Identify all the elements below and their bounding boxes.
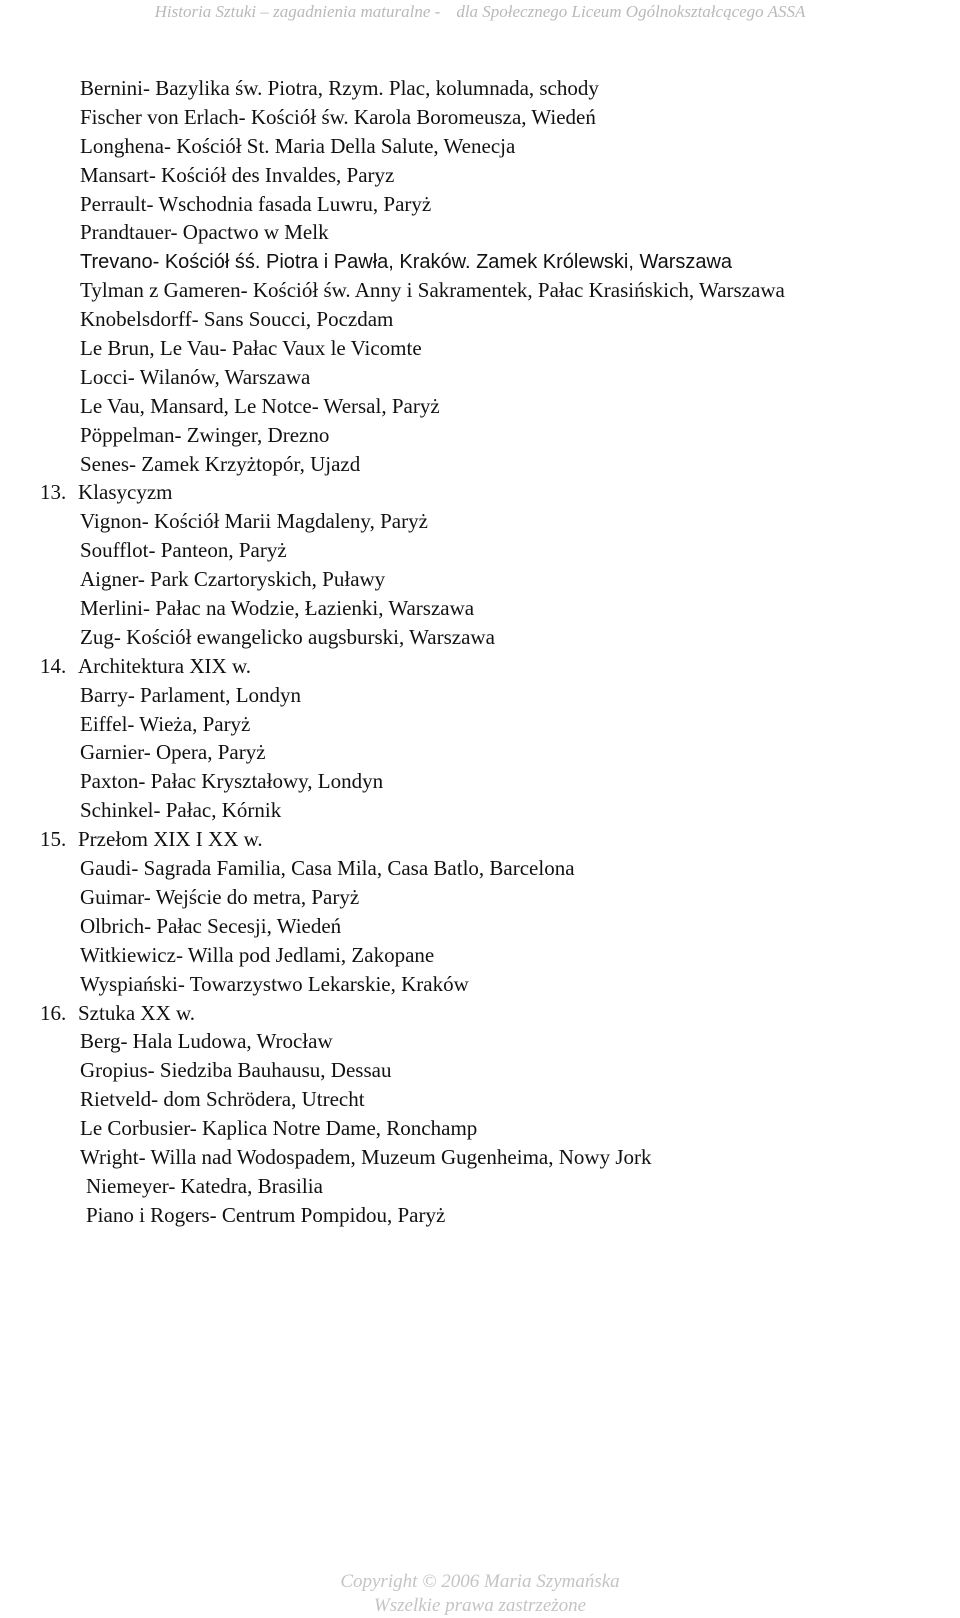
- section-number: 13.: [40, 480, 67, 505]
- list-item-text: Fischer von Erlach- Kościół św. Karola Boromeusza, Wiedeń: [80, 104, 596, 129]
- list-item: [40, 970, 940, 999]
- list-item-text: Garnier- Opera, Paryż: [80, 740, 266, 765]
- list-item: [40, 681, 940, 710]
- section-number: 16.: [40, 1000, 67, 1025]
- list-item: [40, 738, 940, 767]
- list-item-text: Le Corbusier- Kaplica Notre Dame, Ronchamp: [80, 1116, 478, 1141]
- list-item-text: Gropius- Siedziba Bauhausu, Dessau: [80, 1058, 392, 1083]
- list-item: [40, 536, 940, 565]
- page-footer: [0, 1570, 960, 1618]
- list-item-text: Tylman z Gameren- Kościół św. Anny i Sakramentek, Pałac Krasińskich, Warszawa: [80, 278, 785, 303]
- list-item: [40, 247, 940, 276]
- list-item-text: Knobelsdorff- Sans Soucci, Poczdam: [80, 307, 394, 332]
- section-heading: [40, 478, 940, 507]
- list-item: [40, 1027, 940, 1056]
- list-item-text: Soufflot- Panteon, Paryż: [80, 538, 287, 563]
- list-item-text: Schinkel- Pałac, Kórnik: [80, 798, 282, 823]
- section-title: Sztuka XX w.: [78, 1000, 196, 1025]
- list-item: [40, 74, 940, 103]
- list-item: [40, 161, 940, 190]
- list-item-text: Longhena- Kościół St. Maria Della Salute, Wenecja: [80, 133, 516, 158]
- list-item: [40, 594, 940, 623]
- list-item-text: Perrault- Wschodnia fasada Luwru, Paryż: [80, 191, 432, 216]
- list-item-text: Vignon- Kościół Marii Magdaleny, Paryż: [80, 509, 428, 534]
- list-item-text: Eiffel- Wieża, Paryż: [80, 711, 251, 736]
- list-item-text: Rietveld- dom Schrödera, Utrecht: [80, 1087, 365, 1112]
- list-item: [40, 623, 940, 652]
- list-item-text: Bernini- Bazylika św. Piotra, Rzym. Plac, kolumnada, schody: [80, 76, 599, 100]
- list-item: [40, 1201, 940, 1230]
- list-item: [40, 363, 940, 392]
- list-item-text: Wright- Willa nad Wodospadem, Muzeum Gugenheima, Nowy Jork: [80, 1144, 652, 1169]
- list-item: [40, 883, 940, 912]
- footer-rights: Wszelkie prawa zastrzeżone: [373, 1595, 587, 1616]
- list-item-text: Trevano- Kościół śś. Piotra i Pawła, Kraków. Zamek Królewski, Warszawa: [80, 251, 733, 274]
- section-title: Przełom XIX I XX w.: [78, 827, 263, 852]
- list-item: [40, 854, 940, 883]
- list-item: [40, 565, 940, 594]
- header-title: Historia Sztuki – zagadnienia maturalne -: [154, 2, 441, 21]
- list-item: [40, 103, 940, 132]
- section-number: 15.: [40, 827, 67, 852]
- list-item: [40, 450, 940, 479]
- list-item: [40, 1143, 940, 1172]
- header-subtitle: dla Społecznego Liceum Ogólnokształcącego ASSA: [456, 2, 806, 21]
- list-item: [40, 1172, 940, 1201]
- list-item-text: Senes- Zamek Krzyżtopór, Ujazd: [80, 451, 361, 476]
- section-title: Klasycyzm: [78, 480, 173, 505]
- list-item: [40, 334, 940, 363]
- list-item-text: Berg- Hala Ludowa, Wrocław: [80, 1029, 333, 1054]
- document-body: [40, 74, 940, 1230]
- list-item-text: Piano i Rogers- Centrum Pompidou, Paryż: [86, 1202, 446, 1227]
- section-heading: [40, 825, 940, 854]
- list-item: [40, 1114, 940, 1143]
- page-header: [0, 0, 960, 24]
- list-item-text: Witkiewicz- Willa pod Jedlami, Zakopane: [80, 942, 435, 967]
- list-item-text: Zug- Kościół ewangelicko augsburski, Warszawa: [80, 624, 495, 649]
- list-item-text: Prandtauer- Opactwo w Melk: [80, 220, 329, 245]
- list-item: [40, 190, 940, 219]
- section-heading: [40, 652, 940, 681]
- section-heading: [40, 999, 940, 1028]
- list-item: [40, 710, 940, 739]
- list-item: [40, 421, 940, 450]
- list-item-text: Locci- Wilanów, Warszawa: [80, 364, 311, 389]
- list-item: [40, 305, 940, 334]
- list-item: [40, 912, 940, 941]
- list-item: [40, 132, 940, 161]
- list-item-text: Barry- Parlament, Londyn: [80, 682, 302, 707]
- list-item: [40, 507, 940, 536]
- list-item-text: Gaudi- Sagrada Familia, Casa Mila, Casa Batlo, Barcelona: [80, 856, 575, 881]
- section-number: 14.: [40, 653, 67, 678]
- list-item: [40, 1085, 940, 1114]
- list-item: [40, 941, 940, 970]
- list-item: [40, 392, 940, 421]
- list-item: [40, 276, 940, 305]
- list-item-text: Pöppelman- Zwinger, Drezno: [80, 422, 330, 447]
- list-item-text: Olbrich- Pałac Secesji, Wiedeń: [80, 913, 342, 938]
- list-item-text: Aigner- Park Czartoryskich, Puławy: [80, 567, 386, 592]
- list-item-text: Guimar- Wejście do metra, Paryż: [80, 884, 360, 909]
- list-item-text: Merlini- Pałac na Wodzie, Łazienki, Warszawa: [80, 596, 475, 621]
- footer-copyright: Copyright © 2006 Maria Szymańska: [340, 1571, 620, 1592]
- list-item-text: Niemeyer- Katedra, Brasilia: [86, 1173, 323, 1198]
- list-item-text: Paxton- Pałac Kryształowy, Londyn: [80, 769, 384, 794]
- list-item: [40, 796, 940, 825]
- list-item-text: Wyspiański- Towarzystwo Lekarskie, Kraków: [80, 971, 469, 996]
- list-item: [40, 1056, 940, 1085]
- list-item-text: Mansart- Kościół des Invaldes, Paryz: [80, 162, 395, 187]
- list-item: [40, 218, 940, 247]
- list-item-text: Le Vau, Mansard, Le Notce- Wersal, Paryż: [80, 393, 440, 418]
- list-item: [40, 767, 940, 796]
- list-item-text: Le Brun, Le Vau- Pałac Vaux le Vicomte: [80, 336, 422, 361]
- section-title: Architektura XIX w.: [78, 653, 251, 678]
